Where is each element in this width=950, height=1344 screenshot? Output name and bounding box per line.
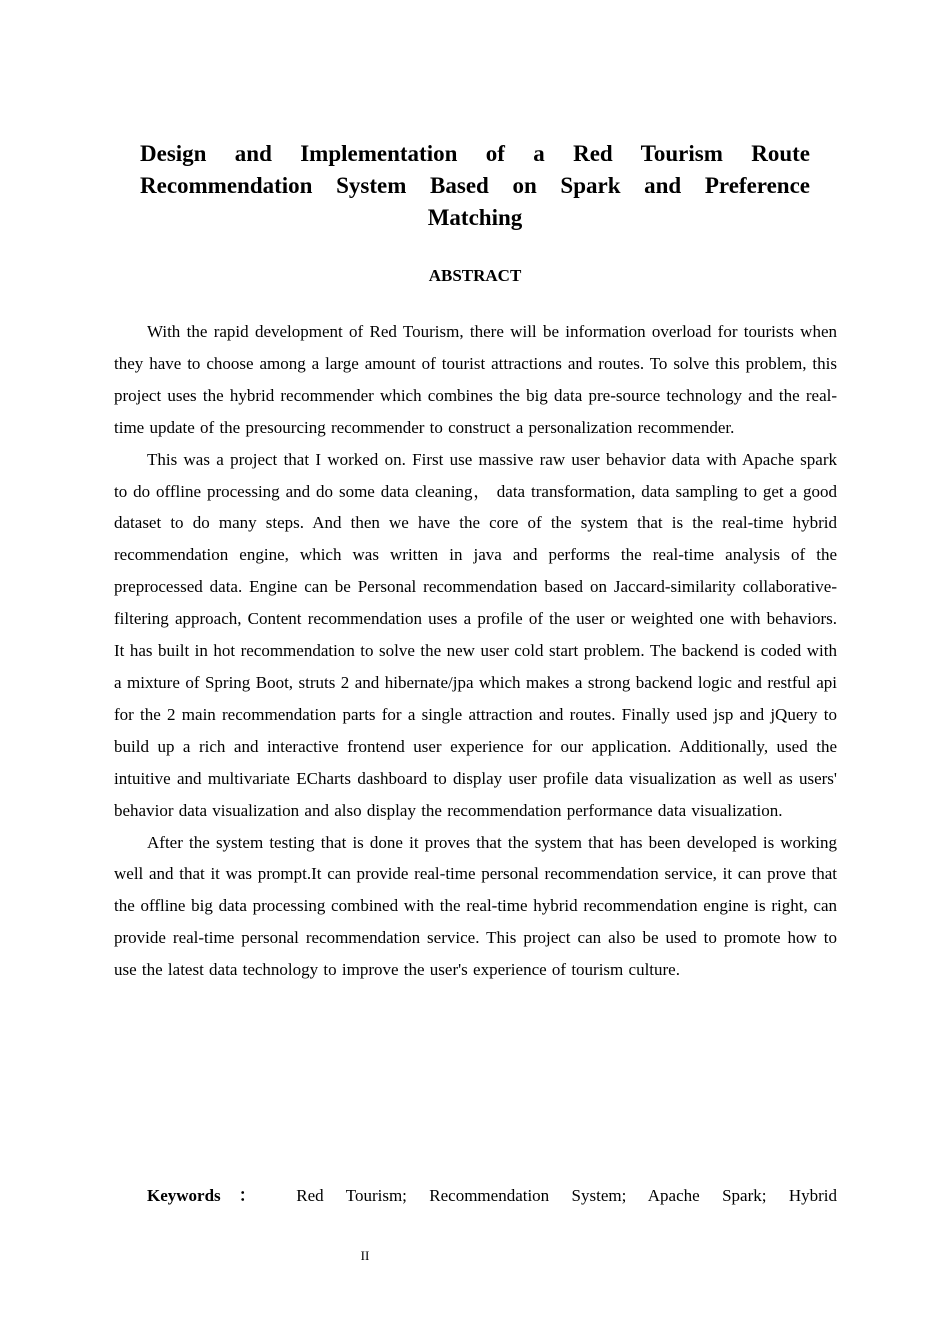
abstract-paragraph-3: After the system testing that is done it proves that the system that has been developed is working well and that it was prompt.It can provide real-time personal recommendation service, it can prove that the offline big data processing combined with the real-time hybrid recommendation engine is right, can provide real-time personal recommendation service. This project can also be used to promote how to use the latest data technology to improve the user's experience of tourism culture. (114, 832, 837, 980)
keywords-separator: ： (220, 1186, 274, 1205)
page-number: II (360, 1248, 370, 1263)
abstract-heading: ABSTRACT (428, 266, 522, 285)
keywords-label: Keywords (147, 1186, 221, 1205)
keywords-line (114, 1180, 837, 1211)
abstract-body (114, 316, 837, 986)
paper-title: Design and Implementation of a Red Tourism Route Recommendation System Based on Spark and Preference Matching (140, 141, 810, 230)
keywords-text: Red Tourism; Recommendation System; Apache Spark; Hybrid (296, 1186, 837, 1205)
abstract-paragraph-2: This was a project that I worked on. First use massive raw user behavior data with Apache spark to do offline processing and do some data cleaning， data transformation, data sampling to get a good dataset to do many steps. And then we have the core of the system that is the real-time hybrid recommendation engine, which was written in java and performs the real-time analysis of the preprocessed data. Engine can be Personal recommendation based on Jaccard-similarity collaborative-filtering approach, Content recommendation uses a profile of the user or weighted one with behaviors. It has built in hot recommendation to solve the new user cold start problem. The backend is coded with a mixture of Spring Boot, struts 2 and hibernate/jpa which makes a strong backend logic and restful api for the 2 main recommendation parts for a single attraction and routes. Finally used jsp and jQuery to build up a rich and interactive frontend user experience for our application. Additionally, used the intuitive and multivariate ECharts dashboard to display user profile data visualization as well as users' behavior data visualization and also display the recommendation performance data visualization. (114, 449, 837, 820)
abstract-paragraph-1: With the rapid development of Red Tourism, there will be information overload for tourists when they have to choose among a large amount of tourist attractions and routes. To solve this problem, this project uses the hybrid recommender which combines the big data pre-source technology and the real-time update of the presourcing recommender to construct a personalization recommender. (114, 322, 837, 437)
